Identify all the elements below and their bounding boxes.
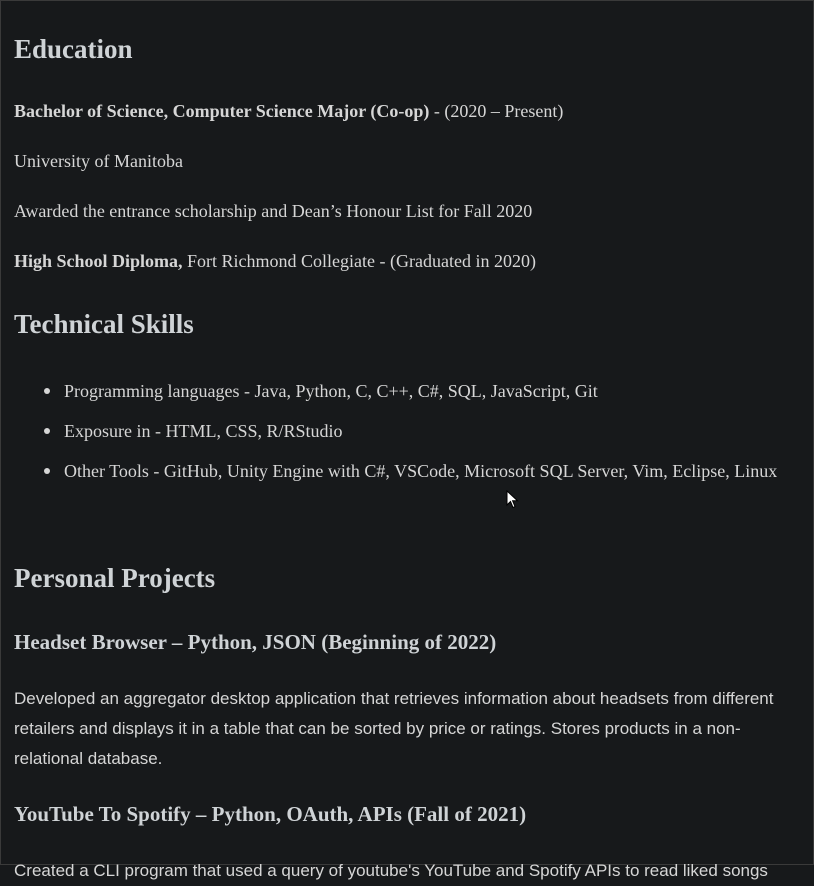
project-description: Developed an aggregator desktop application that retrieves information about headsets from different retailers and displays it in a table that can be sorted by price or ratings. Stores products in a non-relational database. xyxy=(14,689,774,768)
projects-heading: Personal Projects xyxy=(14,563,216,593)
diploma-title: High School Diploma, xyxy=(14,251,183,271)
skill-item xyxy=(14,371,814,411)
skill-text: Programming languages - Java, Python, C, C++, C#, SQL, JavaScript, Git xyxy=(64,381,598,401)
degree-dates: - (2020 – Present) xyxy=(429,101,564,121)
skill-item xyxy=(14,451,814,491)
project-title: YouTube To Spotify – Python, OAuth, APIs (Fall of 2021) xyxy=(14,802,527,826)
degree-title: Bachelor of Science, Computer Science Major (Co-op) xyxy=(14,101,430,121)
diploma-line xyxy=(14,250,536,272)
education-heading: Education xyxy=(14,34,133,64)
skills-list xyxy=(14,371,814,491)
mouse-cursor-icon xyxy=(506,490,520,510)
awards-line: Awarded the entrance scholarship and Dean’s Honour List for Fall 2020 xyxy=(14,201,533,221)
skill-text: Other Tools - GitHub, Unity Engine with C#, VSCode, Microsoft SQL Server, Vim, Eclipse, Linux xyxy=(64,461,778,481)
project-title: Headset Browser – Python, JSON (Beginning of 2022) xyxy=(14,630,497,654)
degree-line xyxy=(14,100,563,122)
skills-heading: Technical Skills xyxy=(14,309,194,339)
skill-item xyxy=(14,411,814,451)
bullet-icon xyxy=(44,468,50,474)
project-description: Created a CLI program that used a query of youtube's YouTube and Spotify APIs to read liked songs xyxy=(14,861,768,880)
bullet-icon xyxy=(44,428,50,434)
university-name: University of Manitoba xyxy=(14,151,183,171)
diploma-details: Fort Richmond Collegiate - (Graduated in 2020) xyxy=(182,251,536,271)
skill-text: Exposure in - HTML, CSS, R/RStudio xyxy=(64,421,343,441)
bullet-icon xyxy=(44,388,50,394)
